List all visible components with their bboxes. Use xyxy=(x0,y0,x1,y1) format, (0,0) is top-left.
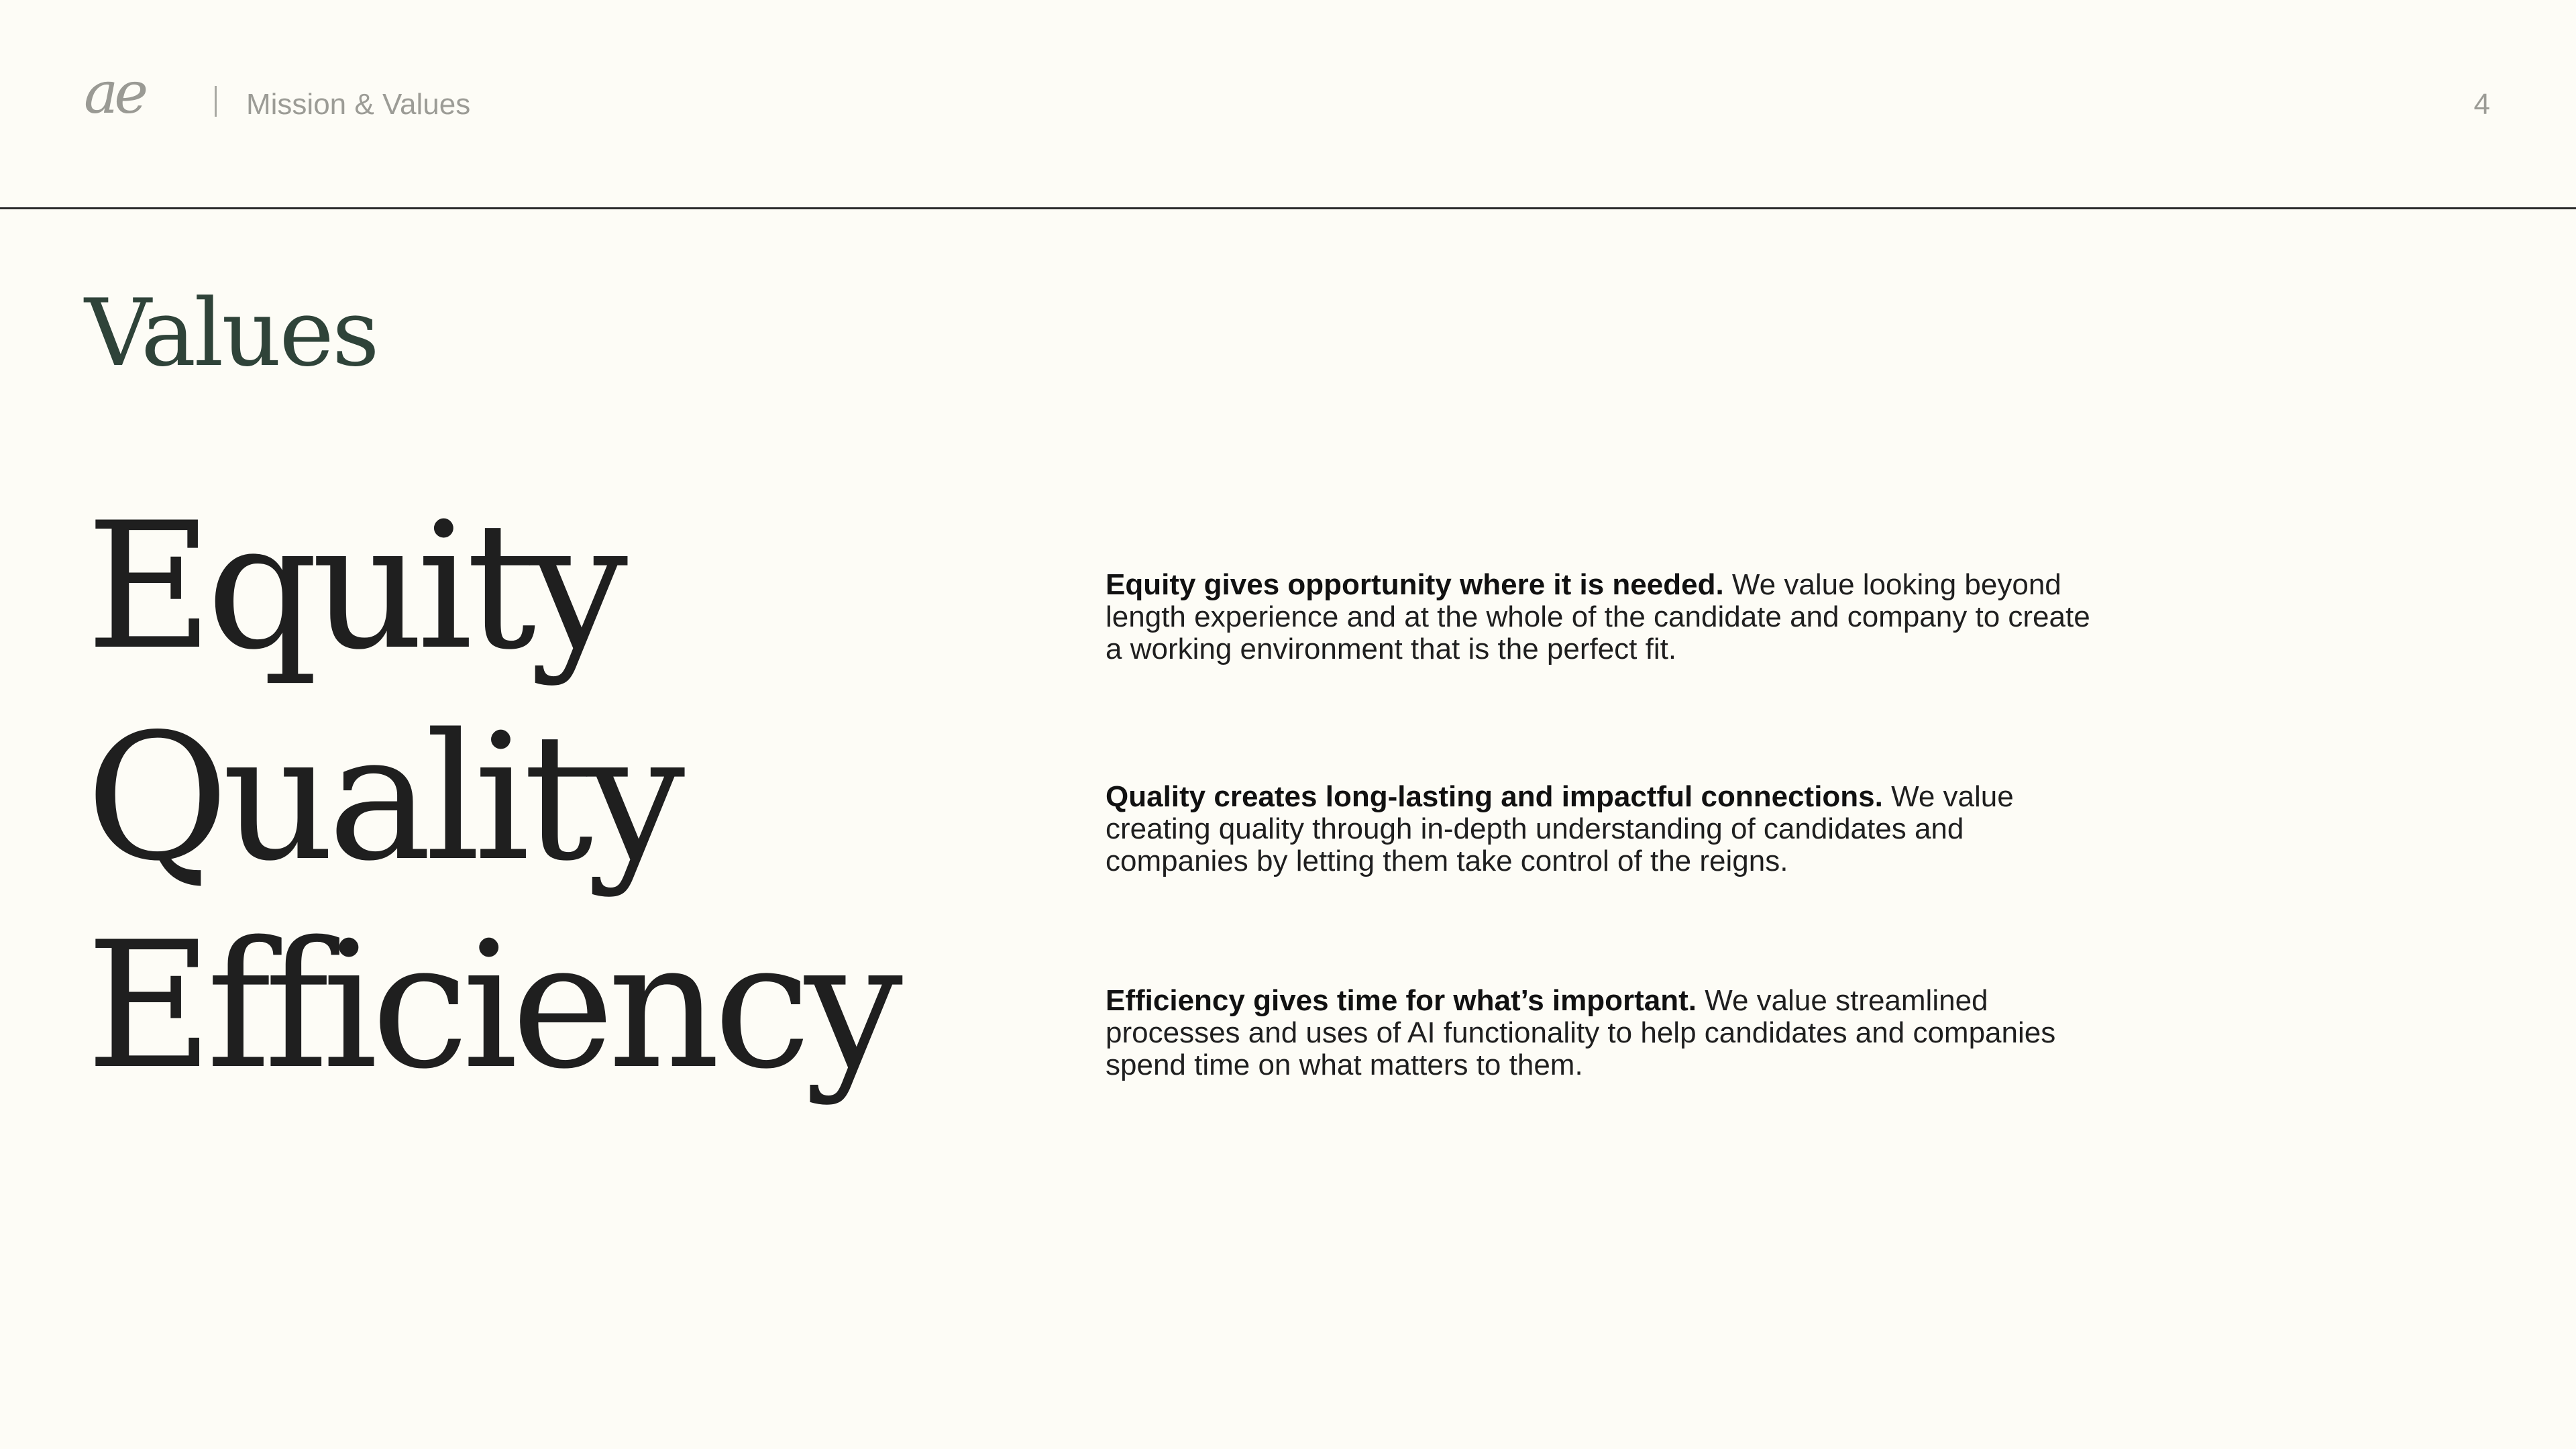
value-word-quality: Quality xyxy=(86,697,679,900)
value-lead-equity: Equity gives opportunity where it is needed. xyxy=(1106,568,1724,601)
header-divider xyxy=(215,86,217,117)
value-lead-quality: Quality creates long-lasting and impactful connections. xyxy=(1106,780,1883,813)
page-title: Values xyxy=(85,279,378,387)
slide-header xyxy=(0,0,2576,209)
page-number: 4 xyxy=(2473,88,2490,121)
value-body-equity: We value looking beyond length experience and at the whole of the candidate and company to create a working environment that is the perfect fit. xyxy=(1106,568,2090,665)
value-description-equity xyxy=(1106,569,2112,665)
value-description-quality xyxy=(1106,781,2112,877)
value-description-efficiency xyxy=(1106,985,2112,1081)
value-body-efficiency: We value streamlined processes and uses of AI functionality to help candidates and companies spend time on what matters to them. xyxy=(1106,984,2056,1081)
value-word-equity: Equity xyxy=(86,486,622,688)
section-label: Mission & Values xyxy=(246,88,471,121)
value-word-efficiency: Efficiency xyxy=(86,905,896,1108)
value-lead-efficiency: Efficiency gives time for what’s important. xyxy=(1106,984,1697,1017)
brand-logo: ae xyxy=(84,60,145,127)
value-body-quality: We value creating quality through in-depth understanding of candidates and companies by letting them take control of the reigns. xyxy=(1106,780,2014,877)
